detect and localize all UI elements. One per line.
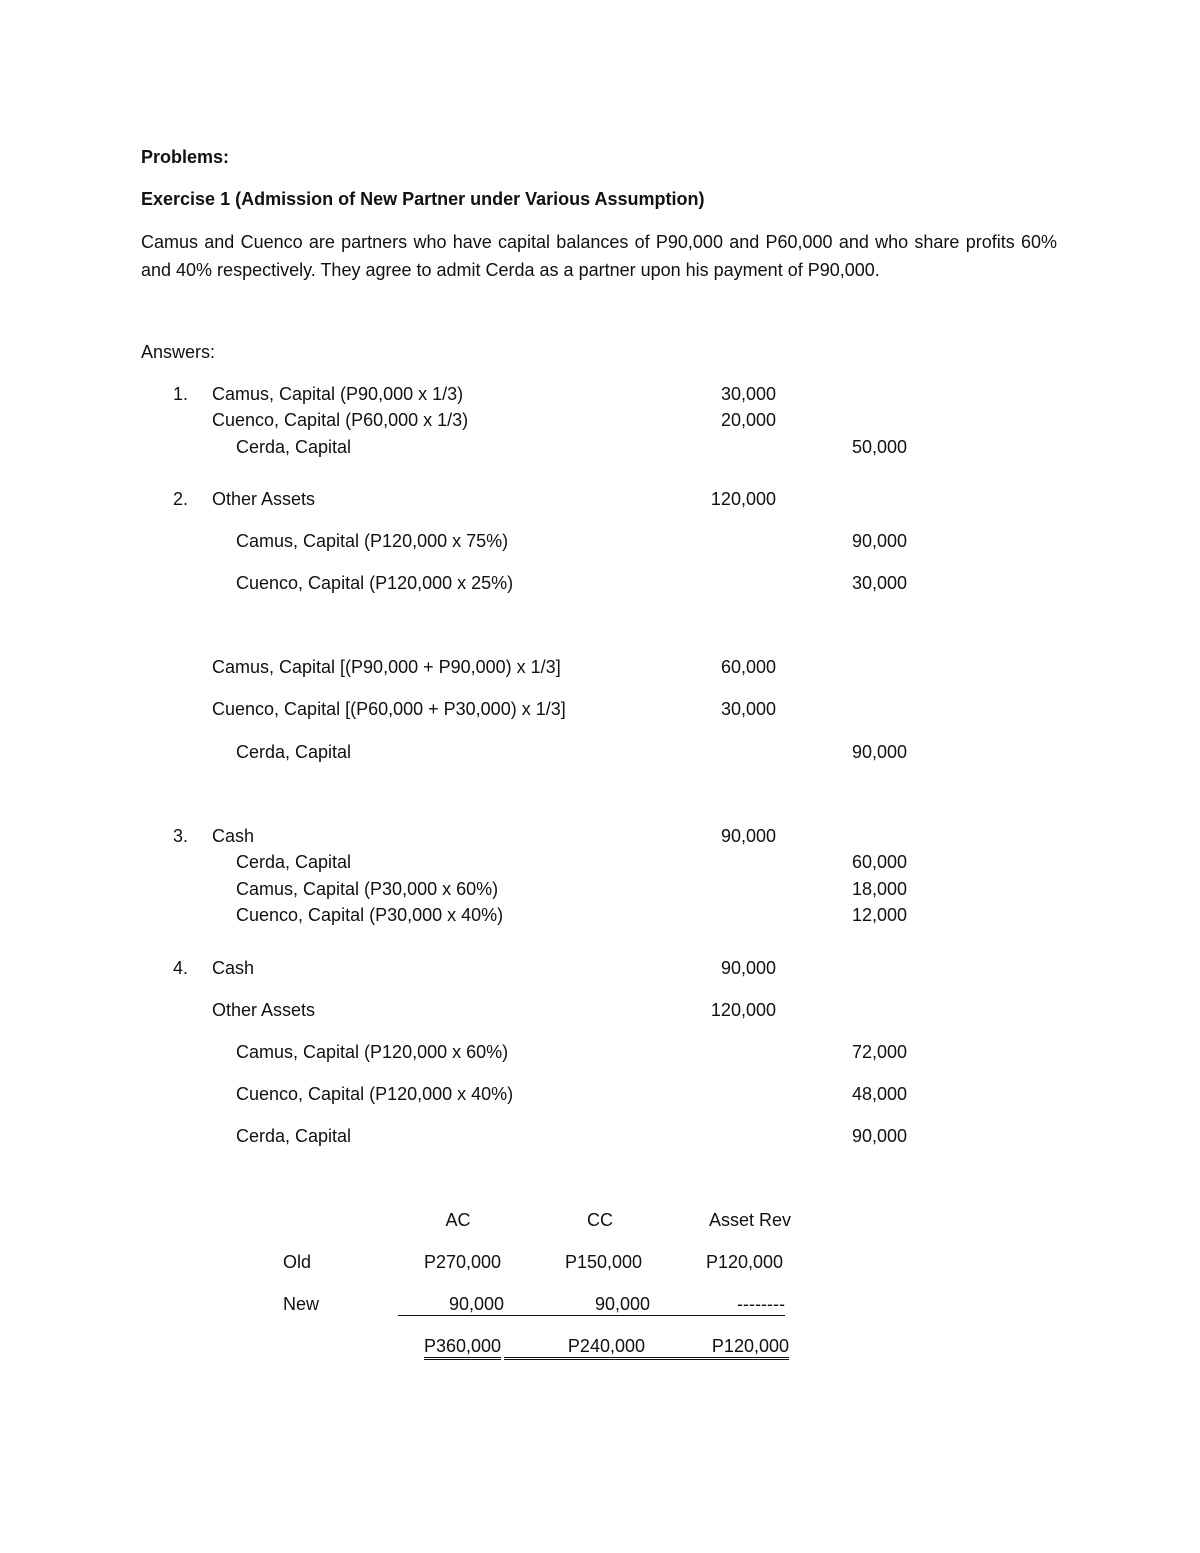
entry-label: Camus, Capital [(P90,000 + P90,000) x 1/3] [212,657,561,677]
answer-number-2: 2. [173,489,189,509]
entry-label: Other Assets [212,489,316,509]
entry-label: Cash [212,826,255,846]
entry-label: Cuenco, Capital [(P60,000 + P30,000) x 1/3] [212,699,566,719]
summary-row-label: Old [283,1252,312,1272]
credit-amount: 90,000 [851,1126,907,1146]
entry-label: Cerda, Capital [236,437,352,457]
credit-amount: 30,000 [851,573,907,593]
summary-cell: P150,000 [565,1252,643,1272]
credit-amount: 60,000 [851,852,907,872]
entry-label: Other Assets [212,1000,316,1020]
credit-amount: 50,000 [851,437,907,457]
entry-label: Cuenco, Capital (P30,000 x 40%) [236,905,504,925]
answer-number-1: 1. [173,384,189,404]
debit-amount: 120,000 [710,489,776,509]
entry-label: Camus, Capital (P90,000 x 1/3) [212,384,464,404]
debit-amount: 20,000 [720,410,776,430]
summary-total: P240,000 [504,1335,645,1360]
debit-amount: 30,000 [720,384,776,404]
exercise-title: Exercise 1 (Admission of New Partner under Various Assumption) [141,189,705,209]
entry-label: Cuenco, Capital (P120,000 x 25%) [236,573,514,593]
credit-amount: 90,000 [851,742,907,762]
summary-total: P360,000 [424,1335,501,1360]
debit-amount: 30,000 [720,699,776,719]
problems-heading: Problems: [141,147,230,167]
entry-label: Cerda, Capital [236,1126,352,1146]
summary-cell: -------- [650,1293,785,1316]
debit-amount: 90,000 [720,958,776,978]
summary-cell: 90,000 [504,1293,650,1316]
credit-amount: 48,000 [851,1084,907,1104]
debit-amount: 60,000 [720,657,776,677]
summary-cell: P120,000 [706,1252,784,1272]
summary-total: P120,000 [645,1335,789,1360]
entry-label: Cuenco, Capital (P60,000 x 1/3) [212,410,469,430]
credit-amount: 90,000 [851,531,907,551]
entry-label: Cuenco, Capital (P120,000 x 40%) [236,1084,514,1104]
debit-amount: 90,000 [720,826,776,846]
entry-label: Camus, Capital (P120,000 x 60%) [236,1042,509,1062]
entry-label: Cerda, Capital [236,742,352,762]
entry-label: Camus, Capital (P30,000 x 60%) [236,879,499,899]
problem-paragraph: Camus and Cuenco are partners who have capital balances of P90,000 and P60,000 and who share profits 60% and 40% respectively. They agree to admit Cerda as a partner upon his payment of P90,000. [141,232,1057,280]
entry-label: Cerda, Capital [236,852,352,872]
summary-header-ac: AC [445,1210,471,1230]
entry-label: Cash [212,958,255,978]
answer-number-4: 4. [173,958,189,978]
summary-row-label: New [283,1294,320,1314]
answer-number-3: 3. [173,826,189,846]
answers-label: Answers: [141,342,216,362]
credit-amount: 12,000 [851,905,907,925]
summary-header-asset-rev: Asset Rev [708,1210,792,1230]
entry-label: Camus, Capital (P120,000 x 75%) [236,531,509,551]
credit-amount: 18,000 [851,879,907,899]
summary-cell: 90,000 [398,1293,504,1316]
summary-header-cc: CC [587,1210,613,1230]
credit-amount: 72,000 [851,1042,907,1062]
debit-amount: 120,000 [710,1000,776,1020]
summary-cell: P270,000 [424,1252,502,1272]
